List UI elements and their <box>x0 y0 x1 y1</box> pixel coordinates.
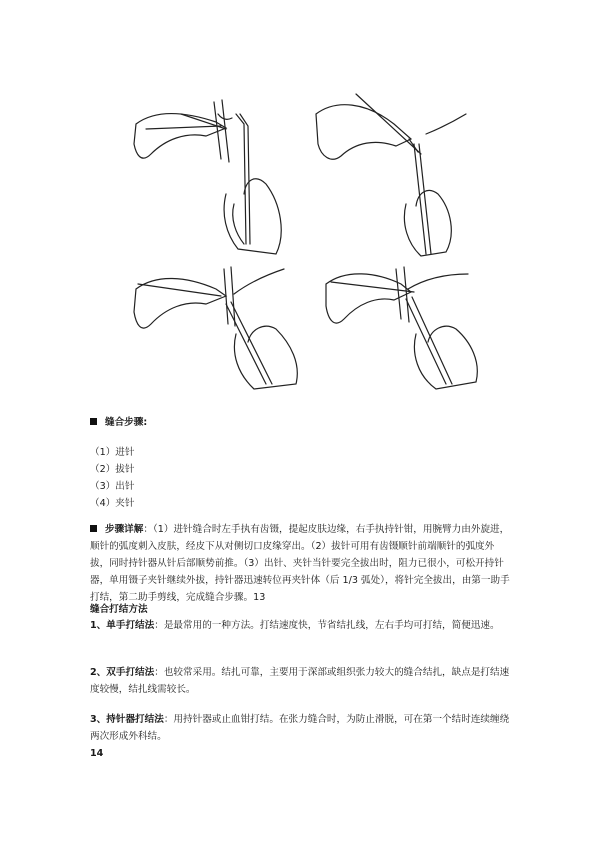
step-detail-paragraph: 步骤详解：（1）进针缝合时左手执有齿镊，提起皮肤边缘，右手执持针钳，用腕臂力由外旋进，顺针的弧度刺入皮肤，经皮下从对侧切口皮缘穿出。（2）拔针可用有齿镊顺针前端顺针的弧度外拔，同时持针器从针后部顺势前推。（3）出针、夹针当针要完全拔出时，阻力已很小，可松开持针器，单用镊子夹针继续外拔，持针器迅速转位再夹针体（后 1/3 弧处），将针完全拔出，由第一助手打结，第二助手剪线，完成缝合步骤。13 <box>90 524 510 603</box>
list-item: （2）拔针 <box>90 464 135 475</box>
knot-method-2: 2、双手打结法：也较常采用。结扎可靠，主要用于深部或组织张力较大的缝合结扎，缺点是打结速度较慢，结扎线需较长。 <box>90 667 510 695</box>
panel-needle-pull <box>316 94 466 256</box>
panel-needle-exit <box>134 267 297 389</box>
square-bullet-icon <box>90 525 97 532</box>
page-number: 14 <box>90 748 104 759</box>
list-item: （1）进针 <box>90 447 135 458</box>
list-item: （3）出针 <box>90 481 135 492</box>
list-item: （4）夹针 <box>90 498 135 509</box>
section-heading: 缝合步骤: <box>90 414 510 431</box>
steps-list <box>90 444 510 512</box>
panel-needle-clamp <box>326 267 477 389</box>
knot-method-1: 1、单手打结法：是最常用的一种方法。打结速度快，节省结扎线，左右手均可打结，简便迅速。 <box>90 620 500 631</box>
suturing-illustration <box>126 84 484 404</box>
knot-method-3: 3、持针器打结法：用持针器或止血钳打结。在张力缝合时，为防止滑脱，可在第一个结时连续缠绕两次形成外科结。 <box>90 714 510 742</box>
knot-section-title: 缝合打结方法 <box>90 604 148 615</box>
panel-needle-entry <box>134 100 281 254</box>
square-bullet-icon <box>90 418 97 425</box>
